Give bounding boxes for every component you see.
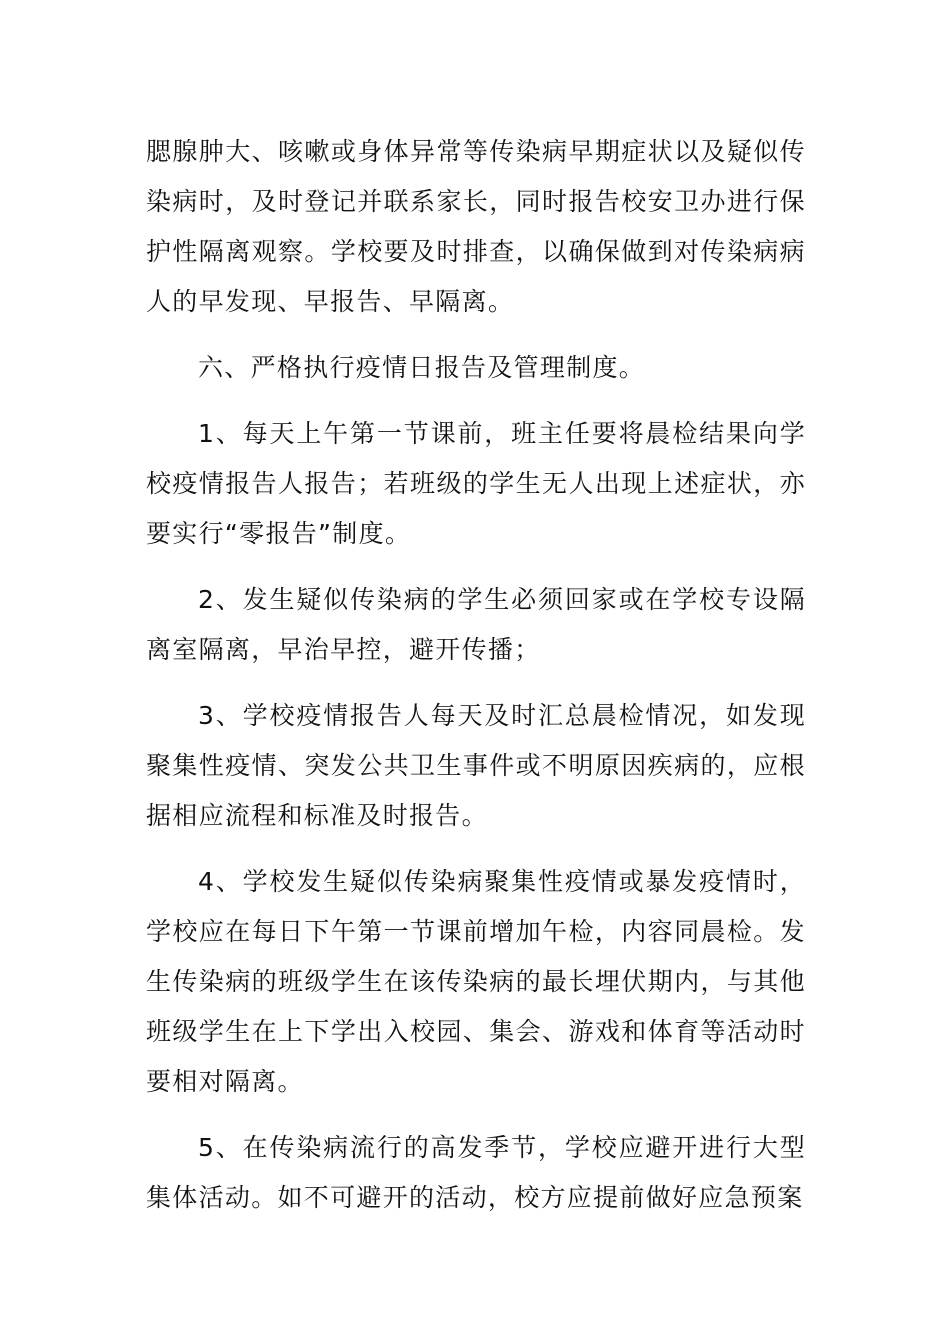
list-item-5: 5、在传染病流行的高发季节，学校应避开进行大型集体活动。如不可避开的活动，校方应提前做好应急预案: [146, 1133, 806, 1212]
document-body: [146, 127, 806, 1223]
list-item-3: 3、学校疫情报告人每天及时汇总晨检情况，如发现聚集性疫情、突发公共卫生事件或不明原因疾病的，应根据相应流程和标准及时报告。: [146, 701, 806, 830]
paragraph-continuation: 腮腺肿大、咳嗽或身体异常等传染病早期症状以及疑似传染病时，及时登记并联系家长，同时报告校安卫办进行保护性隔离观察。学校要及时排查，以确保做到对传染病病人的早发现、早报告、早隔离。: [146, 137, 806, 316]
list-item-4: 4、学校发生疑似传染病聚集性疫情或暴发疫情时，学校应在每日下午第一节课前增加午检，内容同晨检。发生传染病的班级学生在该传染病的最长埋伏期内，与其他班级学生在上下学出入校园、集会、游戏和体育等活动时要相对隔离。: [146, 867, 806, 1096]
list-item-2: 2、发生疑似传染病的学生必须回家或在学校专设隔离室隔离，早治早控，避开传播；: [146, 585, 806, 664]
section-heading-six: 六、严格执行疫情日报告及管理制度。: [198, 353, 646, 382]
list-item-1: 1、每天上午第一节课前，班主任要将晨检结果向学校疫情报告人报告；若班级的学生无人出现上述症状，亦要实行“零报告”制度。: [146, 419, 806, 548]
